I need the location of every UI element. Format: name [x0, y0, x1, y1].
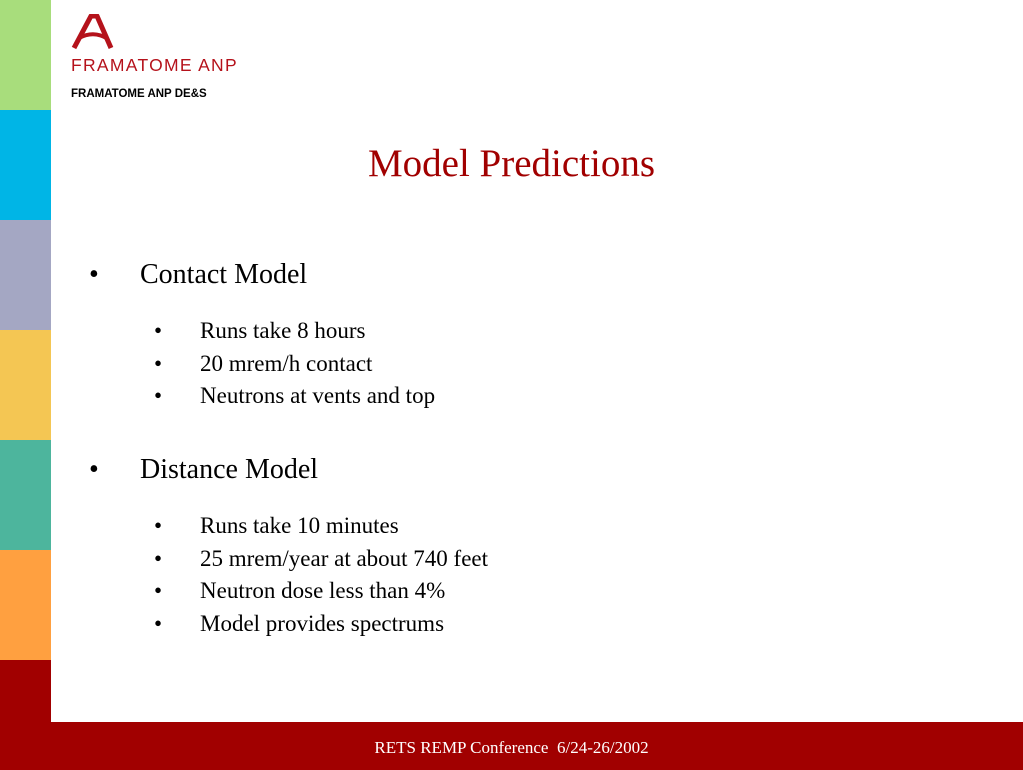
footer-text: RETS REMP Conference 6/24-26/2002 [374, 738, 649, 757]
bullet: • [154, 546, 163, 571]
list-item-text: 25 mrem/year at about 740 feet [200, 546, 489, 571]
list-item-text: Neutrons at vents and top [200, 383, 436, 408]
bullet: • [89, 259, 99, 290]
slide-title: Model Predictions [367, 142, 656, 185]
bullet: • [154, 318, 163, 343]
color-stripe-green [0, 0, 51, 110]
list-item-text: Runs take 8 hours [200, 318, 366, 343]
logo-name: FRAMATOME ANP [71, 55, 238, 75]
color-stripe-orange [0, 550, 51, 660]
bullet: • [154, 351, 163, 376]
color-stripe-lavender [0, 220, 51, 330]
logo-subtitle: FRAMATOME ANP DE&S [71, 88, 207, 100]
bullet: • [154, 611, 163, 636]
bullet: • [89, 454, 99, 485]
section-heading-text: Contact Model [140, 259, 308, 290]
section-heading-text: Distance Model [140, 454, 319, 485]
bullet: • [154, 383, 163, 408]
color-stripe-yellow [0, 330, 51, 440]
list-item-text: 20 mrem/h contact [200, 351, 373, 376]
framatome-logo-icon [70, 14, 116, 50]
list-item-text: Runs take 10 minutes [200, 513, 399, 538]
bullet: • [154, 513, 163, 538]
list-item-text: Neutron dose less than 4% [200, 578, 446, 603]
color-stripe-teal [0, 440, 51, 550]
list-item-text: Model provides spectrums [200, 611, 445, 636]
bullet: • [154, 578, 163, 603]
